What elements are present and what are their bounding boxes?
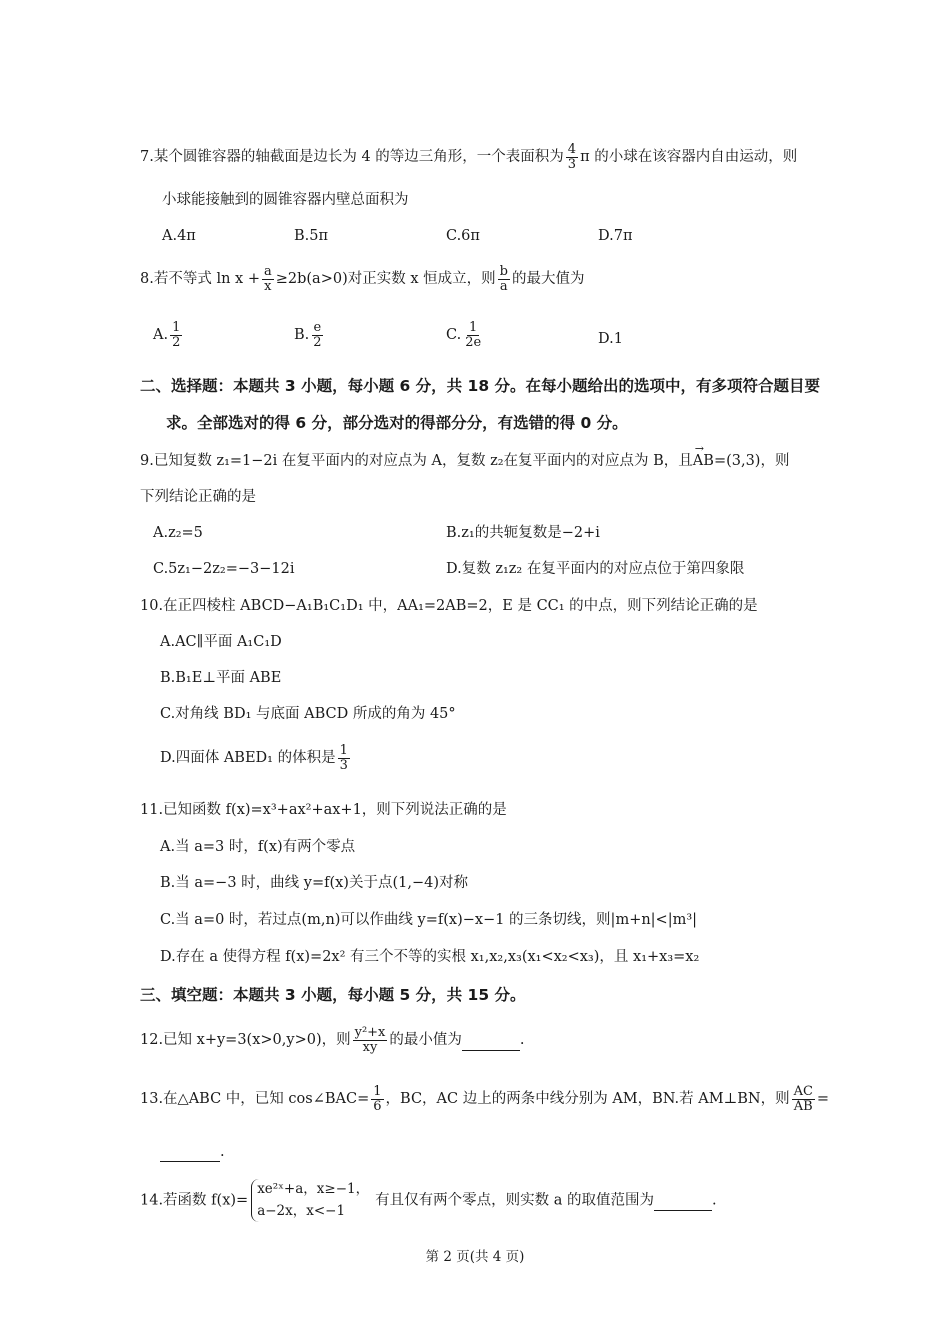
q10-option-c: C.对角线 BD₁ 与底面 ABCD 所成的角为 45° [160, 706, 456, 722]
q9-line2: 下列结论正确的是 [140, 489, 256, 505]
answer-blank[interactable] [160, 1144, 220, 1162]
q14-line: 14.若函数 f(x)= xe²ˣ+a，x≥−1， a−2x，x<−1 有且仅有两个零点，则实数 a 的取值范围为 . [140, 1179, 717, 1222]
q13-line2: . [160, 1144, 225, 1162]
q10-stem: 10.在正四棱柱 ABCD−A₁B₁C₁D₁ 中，AA₁=2AB=2，E 是 CC₁ 的中点，则下列结论正确的是 [140, 598, 758, 614]
q7-stem-a: 7.某个圆锥容器的轴截面是边长为 4 的等边三角形，一个表面积为 [140, 149, 564, 166]
q7-option-b: B.5π [294, 228, 329, 244]
q9-option-c: C.5z₁−2z₂=−3−12i [153, 561, 295, 577]
q7-option-c: C.6π [446, 228, 480, 244]
q13-line1: 13.在△ABC 中，已知 cos∠BAC= $\frac{1}{6}$ ，BC，AC 边上的两条中线分别为 AM，BN.若 AM⊥BN，则 $\frac{AC}{AB}$ = [140, 1084, 830, 1114]
q8-option-c: C. $\frac{1}{2e}$ [446, 320, 482, 350]
q7-fraction: $\frac{4}{3}$ [567, 142, 577, 172]
q10-option-a: A.AC∥平面 A₁C₁D [160, 634, 282, 650]
q9-option-a: A.z₂=5 [153, 525, 203, 541]
q8-option-d: D.1 [598, 331, 623, 347]
page-number: 第 2 页(共 4 页) [425, 1249, 525, 1265]
q7-option-a: A.4π [162, 228, 196, 244]
q11-option-d: D.存在 a 使得方程 f(x)=2x² 有三个不等的实根 x₁,x₂,x₃(x₁<x₂<x₃)，且 x₁+x₃=x₂ [160, 949, 700, 965]
section3-heading: 三、填空题：本题共 3 小题，每小题 5 分，共 15 分。 [140, 986, 526, 1004]
q7-stem-b: π 的小球在该容器内自由运动，则 [580, 149, 798, 166]
q11-stem: 11.已知函数 f(x)=x³+ax²+ax+1，则下列说法正确的是 [140, 802, 507, 818]
q11-option-b: B.当 a=−3 时，曲线 y=f(x)关于点(1,−4)对称 [160, 875, 468, 891]
section2-heading: 二、选择题：本题共 3 小题，每小题 6 分，共 18 分。在每小题给出的选项中，有多项符合题目要 [140, 377, 821, 395]
q8-line1: 8.若不等式 ln x + $\frac{a}{x}$ ≥2b(a>0)对正实数 x 恒成立，则 $\frac{b}{a}$ 的最大值为 [140, 264, 585, 294]
answer-blank[interactable] [654, 1193, 712, 1211]
answer-blank[interactable] [462, 1032, 520, 1050]
q8-option-a: A. $\frac{1}{2}$ [153, 320, 181, 350]
q10-option-d: D.四面体 ABED₁ 的体积是 $\frac{1}{3}$ [160, 743, 348, 773]
q10-option-b: B.B₁E⊥平面 ABE [160, 670, 282, 686]
q9-line1: 9.已知复数 z₁=1−2i 在复平面内的对应点为 A，复数 z₂在复平面内的对应点为 B，且→ AB=(3,3)，则 [140, 453, 789, 470]
q7-line2: 小球能接触到的圆锥容器内壁总面积为 [162, 192, 409, 208]
q7-line1 [140, 143, 797, 171]
q8-option-b: B. $\frac{e}{2}$ [294, 320, 322, 350]
vector-ab: → AB [693, 453, 714, 470]
piecewise-cases: xe²ˣ+a，x≥−1， a−2x，x<−1 [251, 1179, 369, 1222]
q11-option-a: A.当 a=3 时，f(x)有两个零点 [160, 839, 356, 855]
q9-option-b: B.z₁的共轭复数是−2+i [446, 525, 600, 541]
section2-heading-cont: 求。全部选对的得 6 分，部分选对的得部分分，有选错的得 0 分。 [166, 414, 628, 432]
q9-option-d: D.复数 z₁z₂ 在复平面内的对应点位于第四象限 [446, 561, 745, 577]
q12-line: 12.已知 x+y=3(x>0,y>0)，则 $\frac{\text{y²+x}}{xy}$ 的最小值为 . [140, 1025, 525, 1055]
q11-option-c: C.当 a=0 时，若过点(m,n)可以作曲线 y=f(x)−x−1 的三条切线，则|m+n|<|m³| [160, 912, 698, 928]
q7-option-d: D.7π [598, 228, 633, 244]
